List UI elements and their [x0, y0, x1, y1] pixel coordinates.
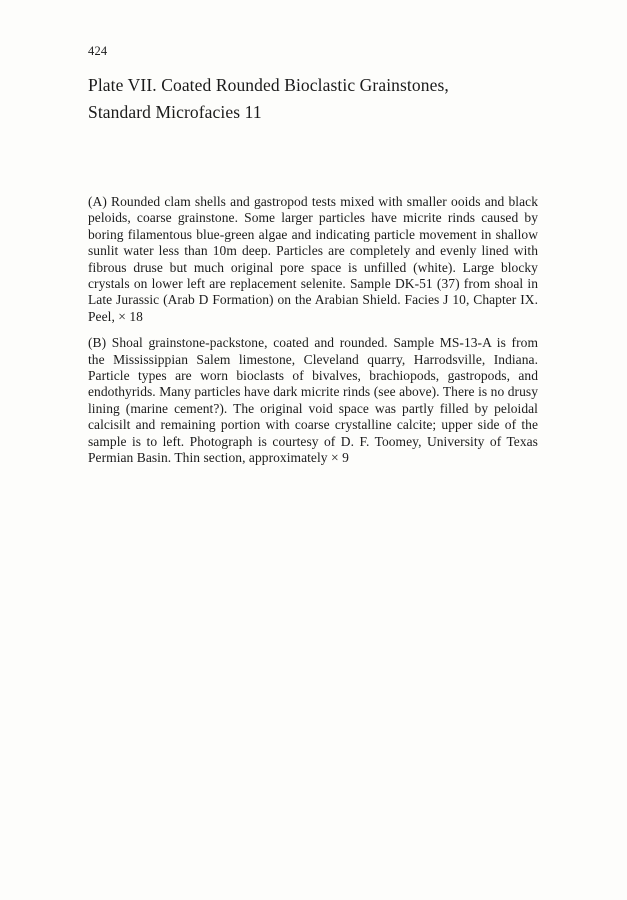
paragraph-a: (A) Rounded clam shells and gastropod tests mixed with smaller ooids and black peloids, coarse grainstone. Some larger particles have micrite rinds caused by boring filamentous blue-green algae and indicating particle movement in shallow sunlit water less than 10m deep. Particles are completely and evenly lined with fibrous druse but much original pore space is unfilled (white). Large blocky crystals on lower left are replacement selenite. Sample DK-51 (37) from shoal in Late Jurassic (Arab D Formation) on the Arabian Shield. Facies J 10, Chapter IX. Peel, × 18 [88, 194, 538, 324]
paragraph-b: (B) Shoal grainstone-packstone, coated and rounded. Sample MS-13-A is from the Mississippian Salem limestone, Cleveland quarry, Harrodsville, Indiana. Particle types are worn bioclasts of bivalves, brachiopods, gastropods, and endothyrids. Many particles have dark micrite rinds (see above). There is no drusy lining (marine cement?). The original void space was partly filled by peloidal calcisilt and remaining portion with coarse crystalline calcite; upper side of the sample is to left. Photograph is courtesy of D. F. Toomey, University of Texas Permian Basin. Thin section, approximately × 9 [88, 335, 538, 466]
page-number: 424 [88, 44, 108, 58]
page-content [88, 44, 538, 477]
page-title-line-2: Standard Microfacies 11 [88, 102, 262, 122]
page-title [88, 72, 538, 126]
plate-descriptions [88, 194, 538, 467]
page-title-line-1: Plate VII. Coated Rounded Bioclastic Grainstones, [88, 75, 449, 95]
